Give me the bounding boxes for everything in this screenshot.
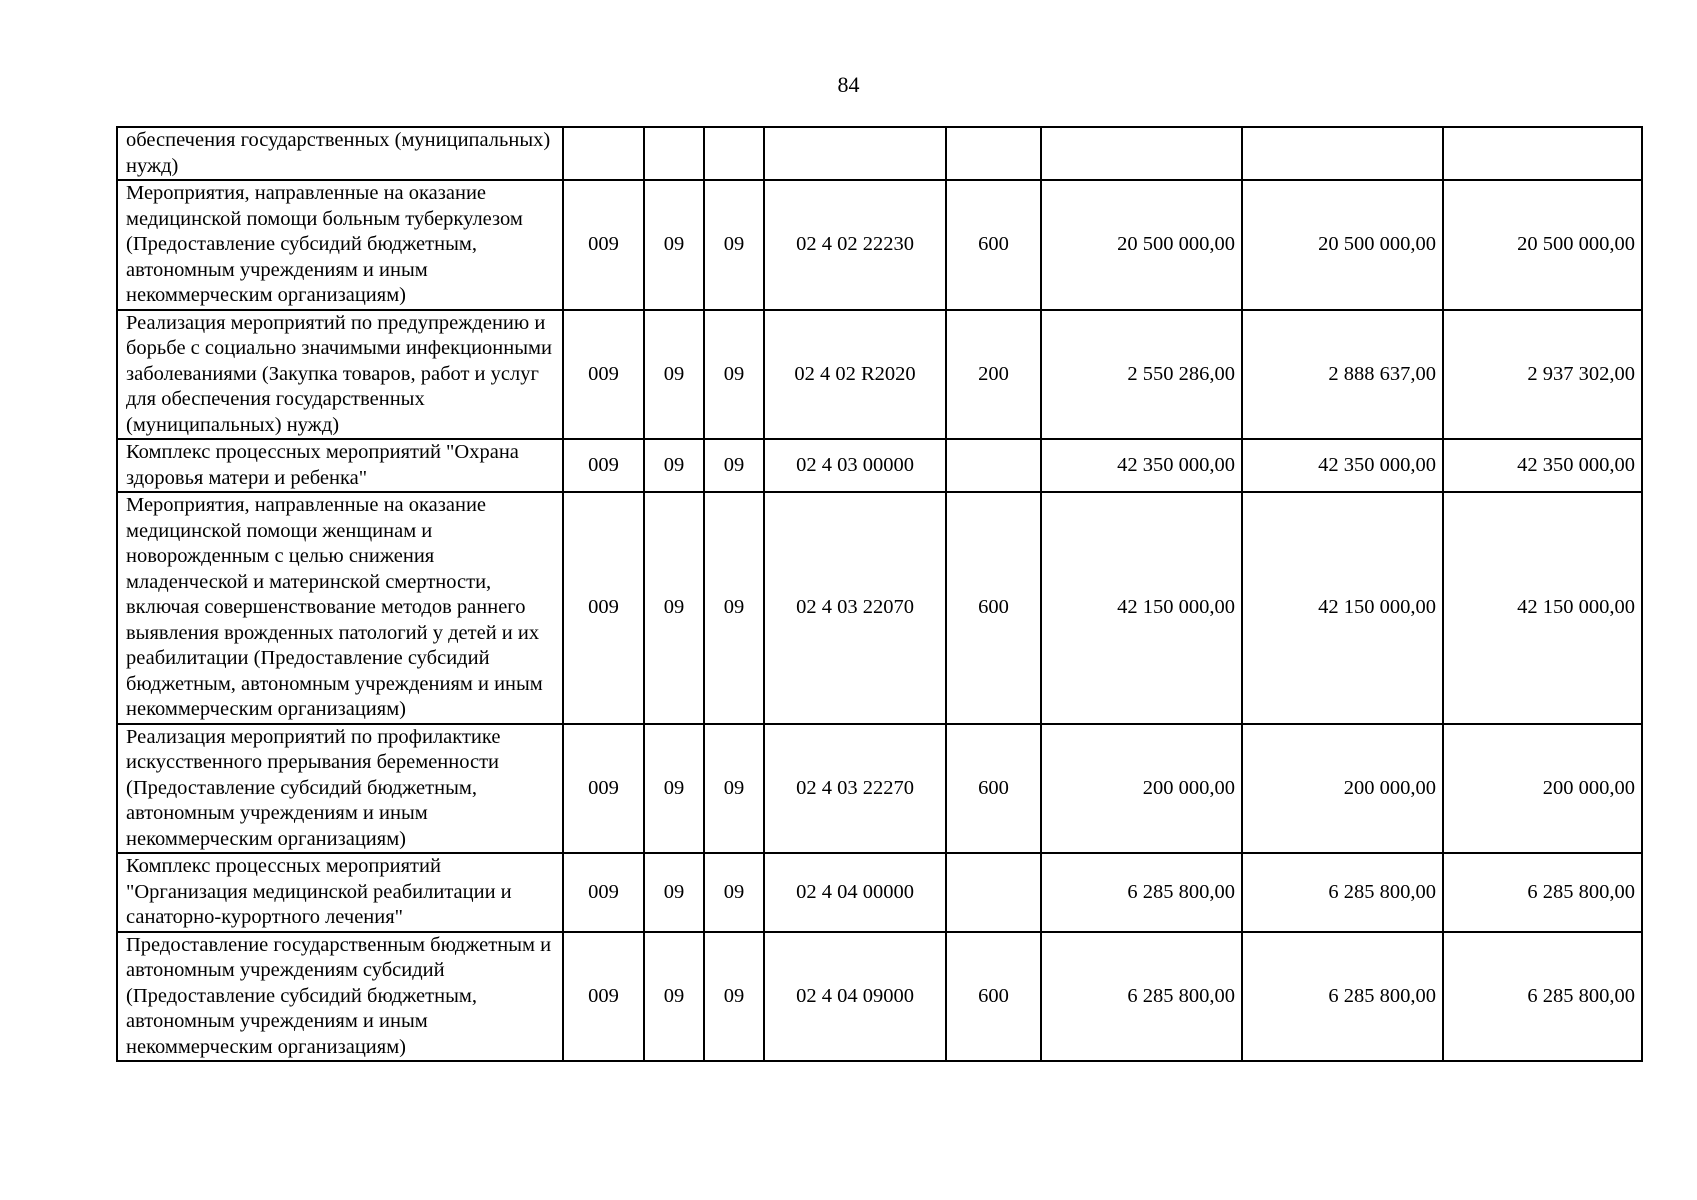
amount-year1-cell: 6 285 800,00: [1041, 932, 1242, 1062]
amount-year1-cell: 42 350 000,00: [1041, 439, 1242, 492]
target-article-cell: [764, 127, 946, 180]
amount-year3-cell: 2 937 302,00: [1443, 310, 1642, 440]
amount-year3-cell: 6 285 800,00: [1443, 853, 1642, 932]
amount-year3-cell: [1443, 127, 1642, 180]
ministry-code-cell: 009: [563, 439, 644, 492]
expense-type-cell: 600: [946, 724, 1041, 854]
subsection-code-cell: 09: [704, 310, 764, 440]
expense-type-cell: [946, 439, 1041, 492]
section-code-cell: 09: [644, 853, 704, 932]
section-code-cell: 09: [644, 439, 704, 492]
ministry-code-cell: [563, 127, 644, 180]
table-row: [117, 492, 1642, 724]
table-row: [117, 439, 1642, 492]
ministry-code-cell: 009: [563, 180, 644, 310]
amount-year2-cell: 6 285 800,00: [1242, 932, 1443, 1062]
subsection-code-cell: 09: [704, 853, 764, 932]
expense-type-cell: 200: [946, 310, 1041, 440]
subsection-code-cell: 09: [704, 439, 764, 492]
section-code-cell: 09: [644, 310, 704, 440]
table-row: [117, 310, 1642, 440]
expense-type-cell: 600: [946, 932, 1041, 1062]
page-number: 84: [837, 72, 860, 97]
amount-year1-cell: 200 000,00: [1041, 724, 1242, 854]
amount-year2-cell: 20 500 000,00: [1242, 180, 1443, 310]
row-name-cell: Мероприятия, направленные на оказание медицинской помощи женщинам и новорожденным с целью снижения младенческой и материнской смертности, включая совершенствование методов раннего выявления врожденных патологий у детей и их реабилитации (Предоставление субсидий бюджетным, автономным учреждениям и иным некоммерческим организациям): [117, 492, 563, 724]
ministry-code-cell: 009: [563, 492, 644, 724]
row-name-cell: Мероприятия, направленные на оказание медицинской помощи больным туберкулезом (Предоставление субсидий бюджетным, автономным учреждениям и иным некоммерческим организациям): [117, 180, 563, 310]
row-name-cell: обеспечения государственных (муниципальных) нужд): [117, 127, 563, 180]
section-code-cell: 09: [644, 932, 704, 1062]
section-code-cell: 09: [644, 492, 704, 724]
subsection-code-cell: 09: [704, 492, 764, 724]
ministry-code-cell: 009: [563, 932, 644, 1062]
amount-year3-cell: 42 150 000,00: [1443, 492, 1642, 724]
amount-year1-cell: 42 150 000,00: [1041, 492, 1242, 724]
subsection-code-cell: 09: [704, 724, 764, 854]
table-row: [117, 932, 1642, 1062]
expense-type-cell: [946, 853, 1041, 932]
target-article-cell: 02 4 03 00000: [764, 439, 946, 492]
amount-year3-cell: 42 350 000,00: [1443, 439, 1642, 492]
budget-table: [116, 126, 1643, 1062]
subsection-code-cell: [704, 127, 764, 180]
target-article-cell: 02 4 04 00000: [764, 853, 946, 932]
target-article-cell: 02 4 04 09000: [764, 932, 946, 1062]
section-code-cell: 09: [644, 724, 704, 854]
row-name-cell: Предоставление государственным бюджетным и автономным учреждениям субсидий (Предоставление субсидий бюджетным, автономным учреждениям и иным некоммерческим организациям): [117, 932, 563, 1062]
row-name-cell: Реализация мероприятий по предупреждению и борьбе с социально значимыми инфекционными заболеваниями (Закупка товаров, работ и услуг для обеспечения государственных (муниципальных) нужд): [117, 310, 563, 440]
amount-year2-cell: 42 150 000,00: [1242, 492, 1443, 724]
expense-type-cell: 600: [946, 180, 1041, 310]
amount-year2-cell: [1242, 127, 1443, 180]
amount-year2-cell: 42 350 000,00: [1242, 439, 1443, 492]
subsection-code-cell: 09: [704, 932, 764, 1062]
section-code-cell: [644, 127, 704, 180]
section-code-cell: 09: [644, 180, 704, 310]
target-article-cell: 02 4 02 R2020: [764, 310, 946, 440]
table-row: [117, 127, 1642, 180]
row-name-cell: Реализация мероприятий по профилактике искусственного прерывания беременности (Предоставление субсидий бюджетным, автономным учреждениям и иным некоммерческим организациям): [117, 724, 563, 854]
target-article-cell: 02 4 03 22270: [764, 724, 946, 854]
amount-year3-cell: 200 000,00: [1443, 724, 1642, 854]
amount-year3-cell: 20 500 000,00: [1443, 180, 1642, 310]
amount-year2-cell: 200 000,00: [1242, 724, 1443, 854]
amount-year3-cell: 6 285 800,00: [1443, 932, 1642, 1062]
expense-type-cell: 600: [946, 492, 1041, 724]
table-row: [117, 180, 1642, 310]
amount-year1-cell: [1041, 127, 1242, 180]
ministry-code-cell: 009: [563, 853, 644, 932]
target-article-cell: 02 4 02 22230: [764, 180, 946, 310]
ministry-code-cell: 009: [563, 724, 644, 854]
amount-year2-cell: 2 888 637,00: [1242, 310, 1443, 440]
amount-year1-cell: 2 550 286,00: [1041, 310, 1242, 440]
target-article-cell: 02 4 03 22070: [764, 492, 946, 724]
expense-type-cell: [946, 127, 1041, 180]
amount-year1-cell: 6 285 800,00: [1041, 853, 1242, 932]
ministry-code-cell: 009: [563, 310, 644, 440]
row-name-cell: Комплекс процессных мероприятий "Охрана здоровья матери и ребенка": [117, 439, 563, 492]
subsection-code-cell: 09: [704, 180, 764, 310]
table-row: [117, 724, 1642, 854]
amount-year1-cell: 20 500 000,00: [1041, 180, 1242, 310]
row-name-cell: Комплекс процессных мероприятий "Организация медицинской реабилитации и санаторно-курортного лечения": [117, 853, 563, 932]
table-row: [117, 853, 1642, 932]
amount-year2-cell: 6 285 800,00: [1242, 853, 1443, 932]
